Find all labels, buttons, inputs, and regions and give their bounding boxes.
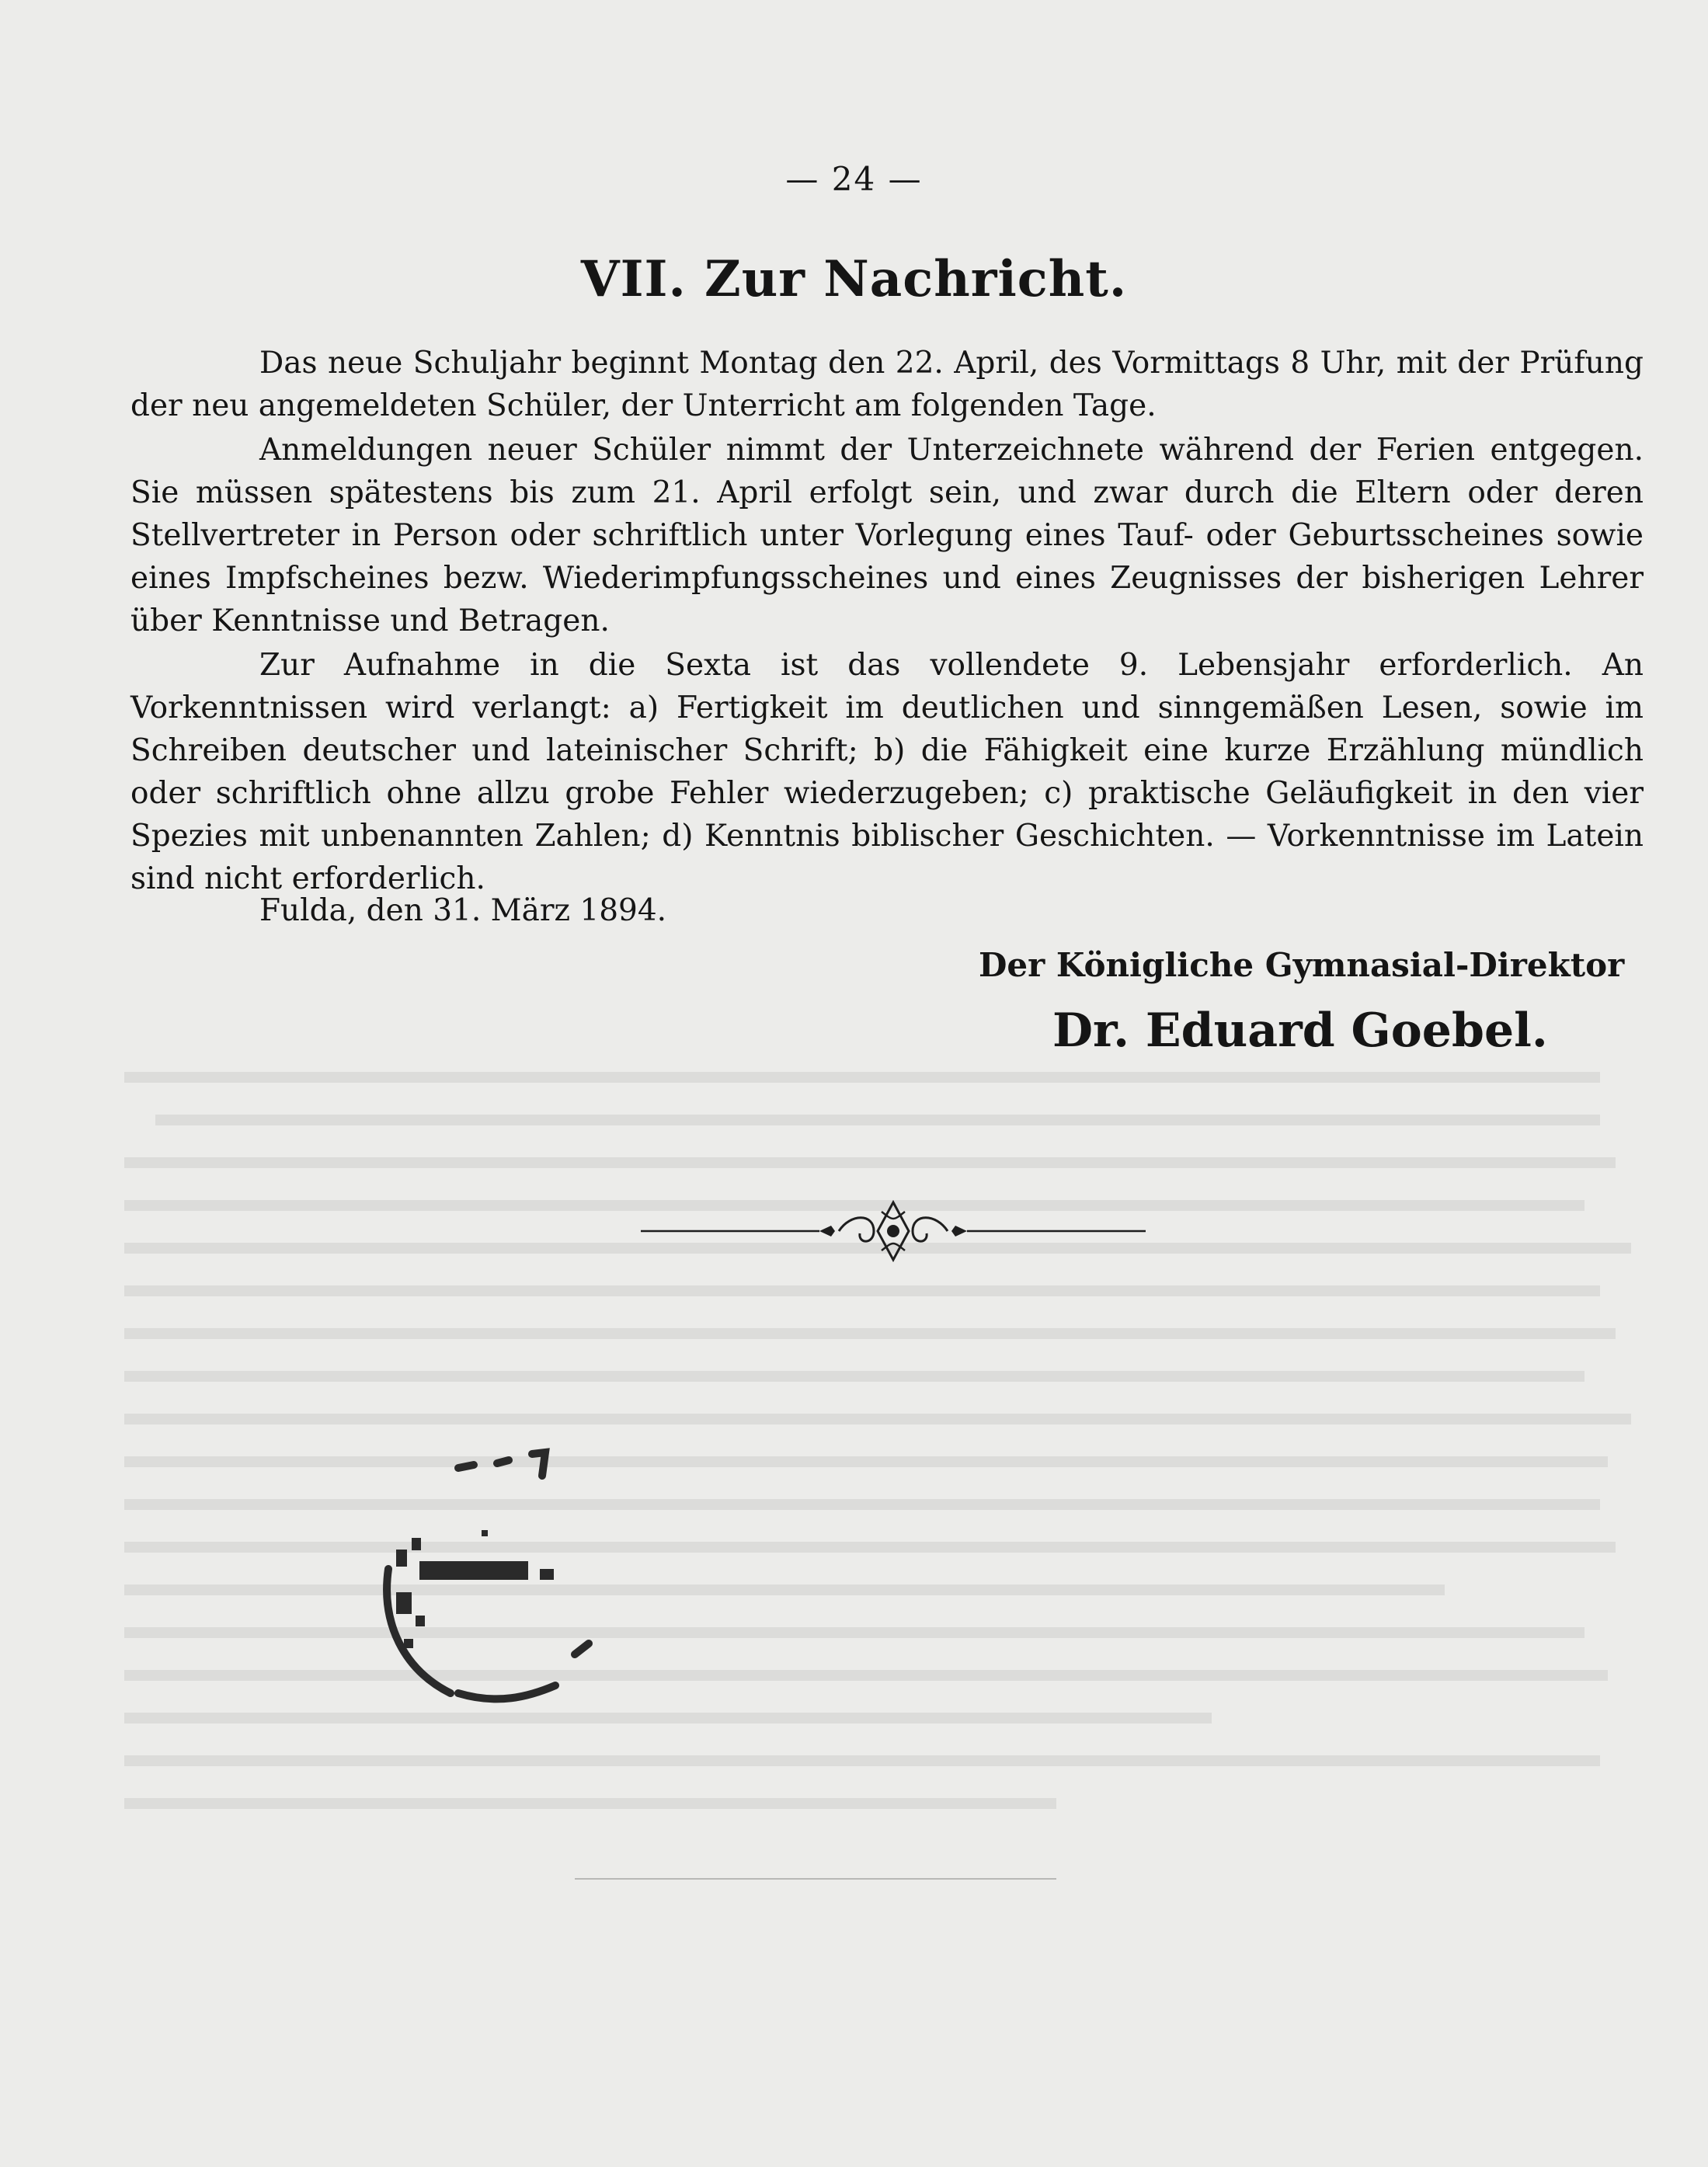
ornament-divider xyxy=(641,1196,1146,1266)
section-title: VII. Zur Nachricht. xyxy=(580,250,1128,308)
bottom-rule xyxy=(575,1878,1056,1880)
paragraph-admission: Zur Aufnahme in die Sexta ist das vollendete 9. Lebensjahr erforderlich. An Vorkenntnissen wird verlangt: a) Fertigkeit im deutlichen und sinngemäßen Lesen, sowie im Schreiben deutscher und lateinischer Schrift; b) die Fähigkeit eine kurze Erzählung mündlich oder schriftlich ohne allzu grobe Fehler wiederzugeben; c) praktische Geläufigkeit in den vier Spezies mit unbenannten Zahlen; d) Kenntnis biblischer Geschichten. — Vorkenntnisse im Latein sind nicht erforderlich. xyxy=(130,648,1644,896)
paragraph-registration: Anmeldungen neuer Schüler nimmt der Unterzeichnete während der Ferien entgegen. Sie müssen spätestens bis zum 21. April erfolgt sein, und zwar durch die Eltern oder deren Stellvertreter in Person oder schriftlich unter Vorlegung eines Tauf- oder Geburtsscheines sowie eines Impfscheines bezw. Wiederimpfungsscheines und eines Zeugnisses der bisherigen Lehrer über Kenntnisse und Betragen. xyxy=(130,433,1644,638)
signature-name: Dr. Eduard Goebel. xyxy=(1052,1003,1548,1058)
place-date: Fulda, den 31. März 1894. xyxy=(259,893,667,928)
library-stamp xyxy=(342,1414,668,1724)
signature-title: Der Königliche Gymnasial-Direktor xyxy=(979,946,1625,984)
page-number: — 24 — xyxy=(785,160,923,198)
paragraph-school-year: Das neue Schuljahr beginnt Montag den 22. April, des Vormittags 8 Uhr, mit der Prüfung der neu angemeldeten Schüler, der Unterricht am folgenden Tage. xyxy=(130,346,1644,423)
body-text xyxy=(130,342,1644,902)
